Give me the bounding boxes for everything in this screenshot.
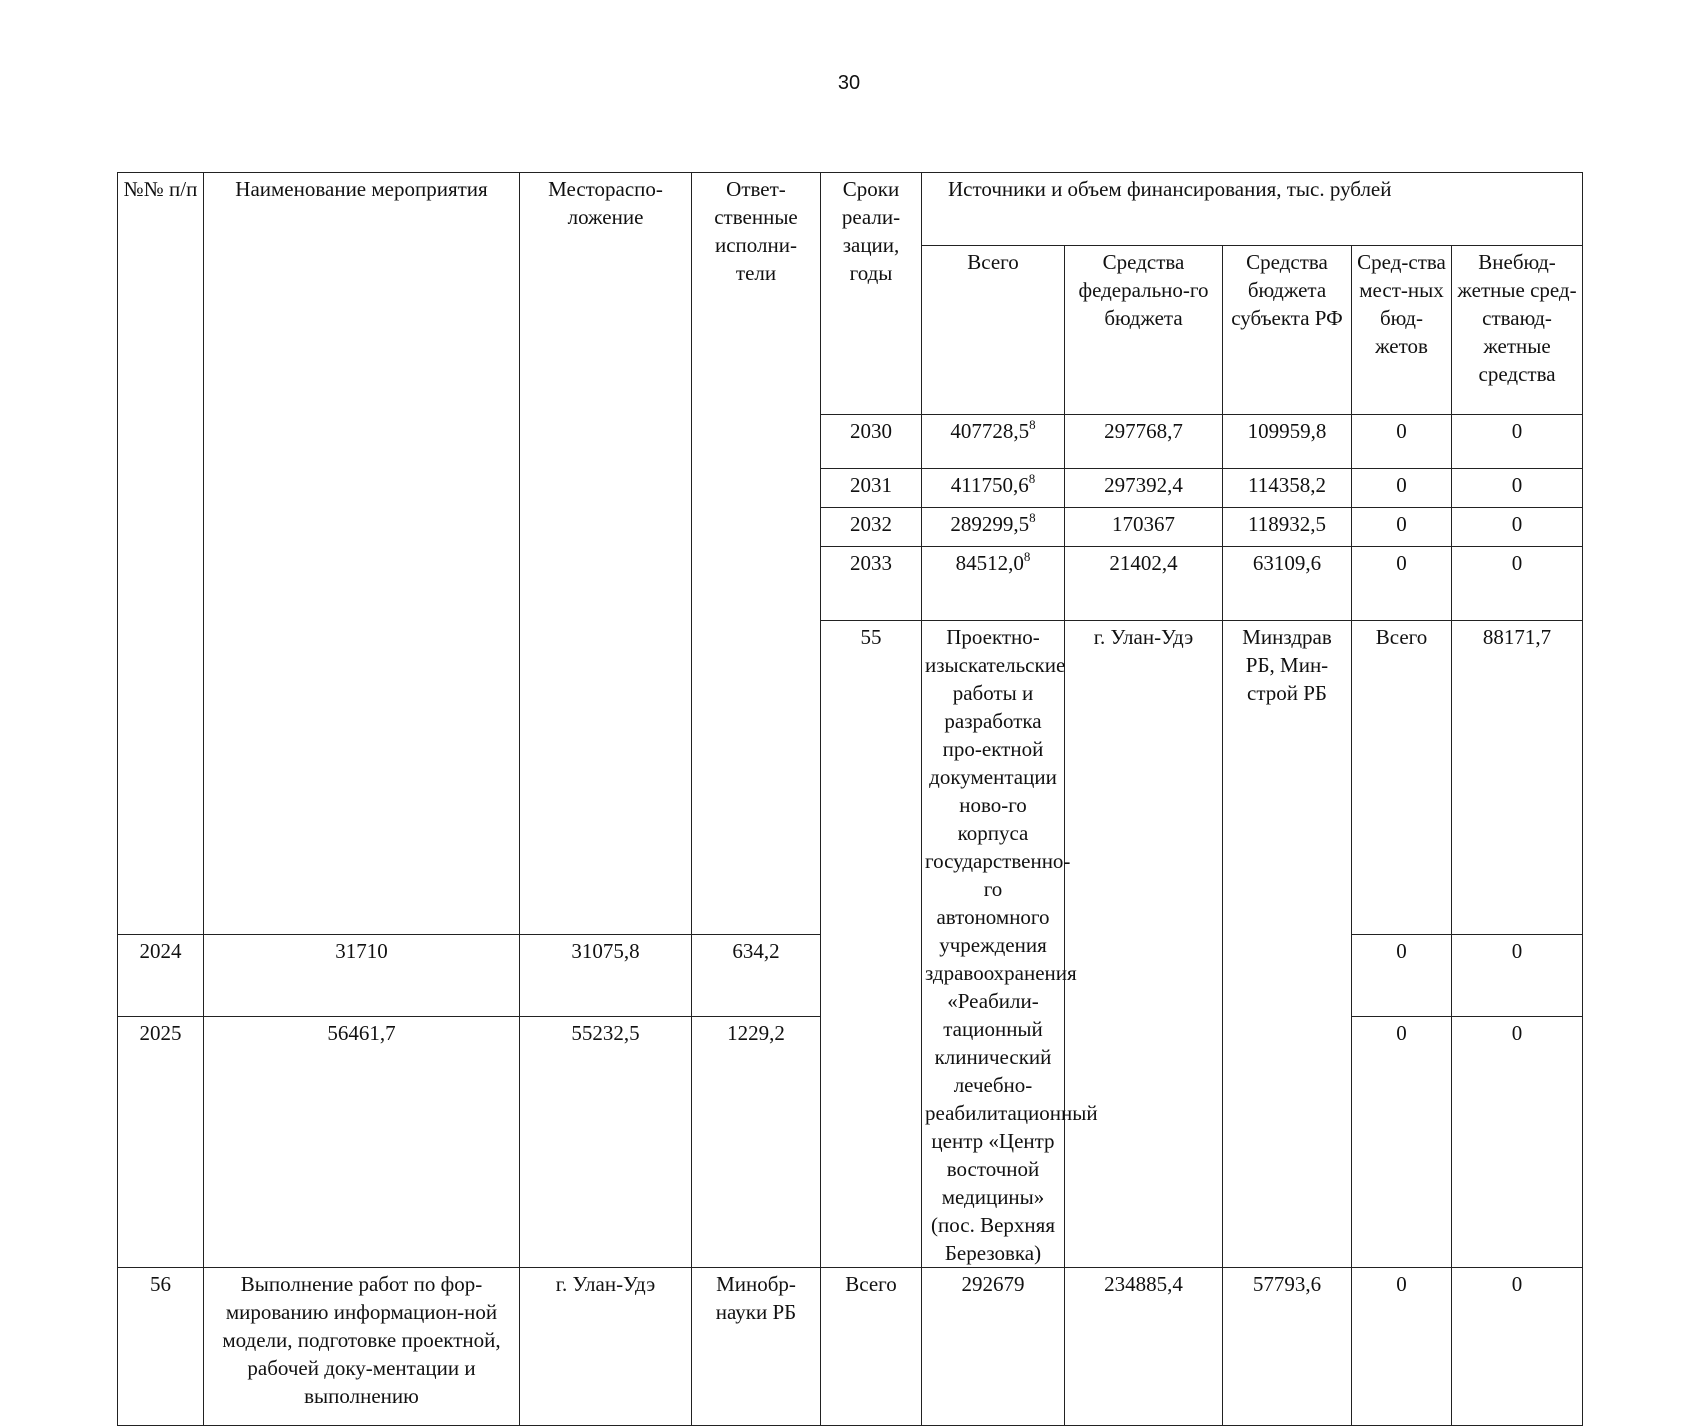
financing-table [117, 172, 1583, 1426]
cell-name: Выполнение работ по фор-мированию информацион-ной модели, подготовке проектной, рабочей доку-ментации и выполнению [204, 1268, 520, 1426]
cell-federal: 297392,4 [1065, 469, 1223, 508]
cell-local: 0 [1352, 508, 1452, 547]
page-number: 30 [837, 72, 861, 94]
cell-total: 88171,7 [1452, 621, 1583, 935]
cell-subject: 1229,2 [692, 1016, 821, 1267]
total-value: 407728,5 [950, 419, 1030, 443]
table-row-56 [118, 1268, 1583, 1426]
footnote-mark: 8 [1029, 510, 1036, 525]
cell-total: 56461,7 [204, 1016, 520, 1267]
cell-subject: 109959,8 [1223, 415, 1352, 469]
cell-extra: 0 [1452, 508, 1583, 547]
cell-local: 0 [1352, 1268, 1452, 1426]
header-location: Местораспо-ложение [520, 173, 692, 935]
header-responsible: Ответ-ственные исполни-тели [692, 173, 821, 935]
cell-federal: 234885,4 [1065, 1268, 1223, 1426]
header-local: Сред-ства мест-ных бюд-жетов [1352, 246, 1452, 415]
cell-federal: 297768,7 [1065, 415, 1223, 469]
cell-extra: 0 [1452, 1268, 1583, 1426]
cell-subject: 114358,2 [1223, 469, 1352, 508]
total-value: 289299,5 [950, 512, 1030, 536]
cell-subject: 634,2 [692, 935, 821, 1017]
cell-extra: 0 [1452, 935, 1583, 1017]
cell-location: г. Улан-Удэ [1065, 621, 1223, 1268]
cell-year: 2033 [821, 547, 922, 621]
cell-year: 2030 [821, 415, 922, 469]
header-sources: Источники и объем финансирования, тыс. рублей [922, 173, 1583, 246]
cell-responsible: Минздрав РБ, Мин-строй РБ [1223, 621, 1352, 1268]
cell-responsible: Минобр-науки РБ [692, 1268, 821, 1426]
cell-year: 2031 [821, 469, 922, 508]
cell-extra: 0 [1452, 469, 1583, 508]
cell-subject: 63109,6 [1223, 547, 1352, 621]
cell-total [922, 415, 1065, 469]
cell-year: 2024 [118, 935, 204, 1017]
cell-location: г. Улан-Удэ [520, 1268, 692, 1426]
cell-total [922, 469, 1065, 508]
cell-federal: 31075,8 [520, 935, 692, 1017]
total-value: 84512,0 [955, 551, 1024, 575]
footnote-mark: 8 [1028, 471, 1036, 486]
cell-total [922, 508, 1065, 547]
cell-num: 56 [118, 1268, 204, 1426]
cell-local: 0 [1352, 1016, 1452, 1267]
cell-total: 292679 [922, 1268, 1065, 1426]
cell-federal: 170367 [1065, 508, 1223, 547]
header-subject: Средства бюджета субъекта РФ [1223, 246, 1352, 415]
header-total: Всего [922, 246, 1065, 415]
cell-extra: 0 [1452, 1016, 1583, 1267]
cell-local: 0 [1352, 547, 1452, 621]
cell-year: 2025 [118, 1016, 204, 1267]
header-row [118, 173, 1583, 246]
header-extra: Внебюд-жетные сред-стваюд-жетные средства [1452, 246, 1583, 415]
cell-federal: 21402,4 [1065, 547, 1223, 621]
cell-local: 0 [1352, 469, 1452, 508]
cell-subject: 57793,6 [1223, 1268, 1352, 1426]
cell-extra: 0 [1452, 415, 1583, 469]
cell-year: Всего [821, 1268, 922, 1426]
cell-federal: 55232,5 [520, 1016, 692, 1267]
cell-year: Всего [1352, 621, 1452, 935]
header-name: Наименование мероприятия [204, 173, 520, 935]
cell-total: 31710 [204, 935, 520, 1017]
header-num: №№ п/п [118, 173, 204, 935]
footnote-mark: 8 [1029, 417, 1036, 432]
cell-total [922, 547, 1065, 621]
cell-num: 55 [821, 621, 922, 1268]
header-period: Сроки реали-зации, годы [821, 173, 922, 415]
cell-subject: 118932,5 [1223, 508, 1352, 547]
cell-local: 0 [1352, 415, 1452, 469]
cell-name: Проектно-изыскательские работы и разработка про-ектной документации ново-го корпуса государственно-го автономного учреждения здравоохранения «Реабили-тационный клинический лечебно-реабилитационный центр «Центр восточной медицины» (пос. Верхняя Березовка) [922, 621, 1065, 1268]
total-value: 411750,6 [950, 473, 1029, 497]
cell-year: 2032 [821, 508, 922, 547]
cell-local: 0 [1352, 935, 1452, 1017]
footnote-mark: 8 [1023, 549, 1031, 564]
cell-extra: 0 [1452, 547, 1583, 621]
header-federal: Средства федерально-го бюджета [1065, 246, 1223, 415]
